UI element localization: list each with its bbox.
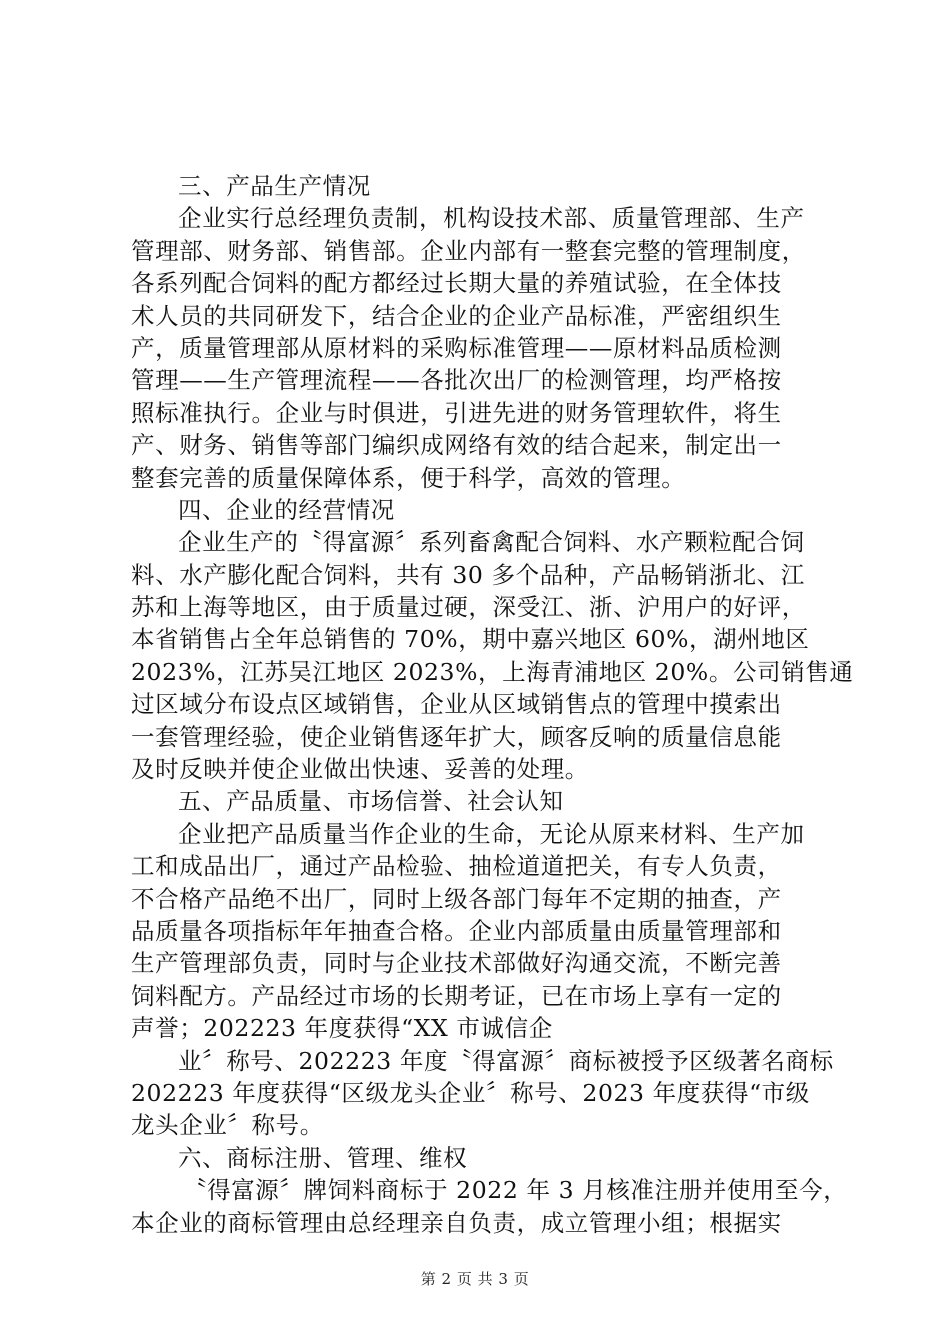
text-line: 202223 年度获得“区级龙头企业〞称号、2023 年度获得“市级 — [131, 1078, 810, 1107]
text-line: 声誉；202223 年度获得“XX 市诚信企 — [131, 1014, 553, 1043]
text-line: 工和成品出厂，通过产品检验、抽检道道把关，有专人负责， — [131, 852, 782, 881]
text-line: 〝得富源〞牌饲料商标于 2022 年 3 月核准注册并使用至今， — [183, 1176, 848, 1205]
text-line: 一套管理经验，使企业销售逐年扩大，顾客反响的质量信息能 — [131, 722, 782, 751]
text-line: 企业把产品质量当作企业的生命，无论从原来材料、生产加 — [178, 819, 805, 848]
text-line: 及时反映并使企业做出快速、妥善的处理。 — [131, 755, 589, 784]
text-line: 料、水产膨化配合饲料，共有 30 多个品种，产品畅销浙北、江 — [131, 560, 805, 589]
text-line: 2023%，江苏吴江地区 2023%，上海青浦地区 20%。公司销售通 — [131, 657, 854, 686]
text-line: 六、商标注册、管理、维权 — [178, 1143, 468, 1172]
text-line: 照标准执行。企业与时俱进，引进先进的财务管理软件，将生 — [131, 398, 782, 427]
text-line: 生产管理部负责，同时与企业技术部做好沟通交流，不断完善 — [131, 949, 782, 978]
text-line: 管理——生产管理流程——各批次出厂的检测管理，均严格按 — [131, 366, 782, 395]
text-line: 五、产品质量、市场信誉、社会认知 — [178, 787, 564, 816]
document-body — [131, 170, 854, 1239]
text-line: 饲料配方。产品经过市场的长期考证，已在市场上享有一定的 — [131, 981, 782, 1010]
page-footer: 第 2 页 共 3 页 — [420, 1270, 530, 1288]
text-line: 不合格产品绝不出厂，同时上级各部门每年不定期的抽查，产 — [131, 884, 782, 913]
text-line: 管理部、财务部、销售部。企业内部有一整套完整的管理制度， — [131, 236, 806, 265]
text-line: 企业生产的〝得富源〞系列畜禽配合饲料、水产颗粒配合饲 — [178, 528, 805, 557]
text-line: 业〞称号、202223 年度〝得富源〞商标被授予区级著名商标 — [178, 1046, 834, 1075]
text-line: 本企业的商标管理由总经理亲自负责，成立管理小组；根据实 — [131, 1208, 782, 1237]
text-line: 各系列配合饲料的配方都经过长期大量的养殖试验，在全体技 — [131, 269, 782, 298]
text-line: 过区域分布设点区域销售，企业从区域销售点的管理中摸索出 — [131, 690, 782, 719]
text-line: 品质量各项指标年年抽查合格。企业内部质量由质量管理部和 — [131, 916, 782, 945]
text-line: 整套完善的质量保障体系，便于科学，高效的管理。 — [131, 463, 686, 492]
text-line: 产，质量管理部从原材料的采购标准管理——原材料品质检测 — [131, 333, 782, 362]
text-line: 四、企业的经营情况 — [178, 495, 395, 524]
text-line: 术人员的共同研发下，结合企业的企业产品标准，严密组织生 — [131, 301, 782, 330]
text-line: 本省销售占全年总销售的 70%，期中嘉兴地区 60%，湖州地区 — [131, 625, 810, 654]
text-line: 龙头企业〞称号。 — [131, 1111, 324, 1140]
text-line: 苏和上海等地区，由于质量过硬，深受江、浙、沪用户的好评， — [131, 593, 806, 622]
text-line: 企业实行总经理负责制，机构设技术部、质量管理部、生产 — [178, 204, 805, 233]
text-line: 产、财务、销售等部门编织成网络有效的结合起来，制定出一 — [131, 431, 782, 460]
text-line: 三、产品生产情况 — [178, 172, 371, 200]
